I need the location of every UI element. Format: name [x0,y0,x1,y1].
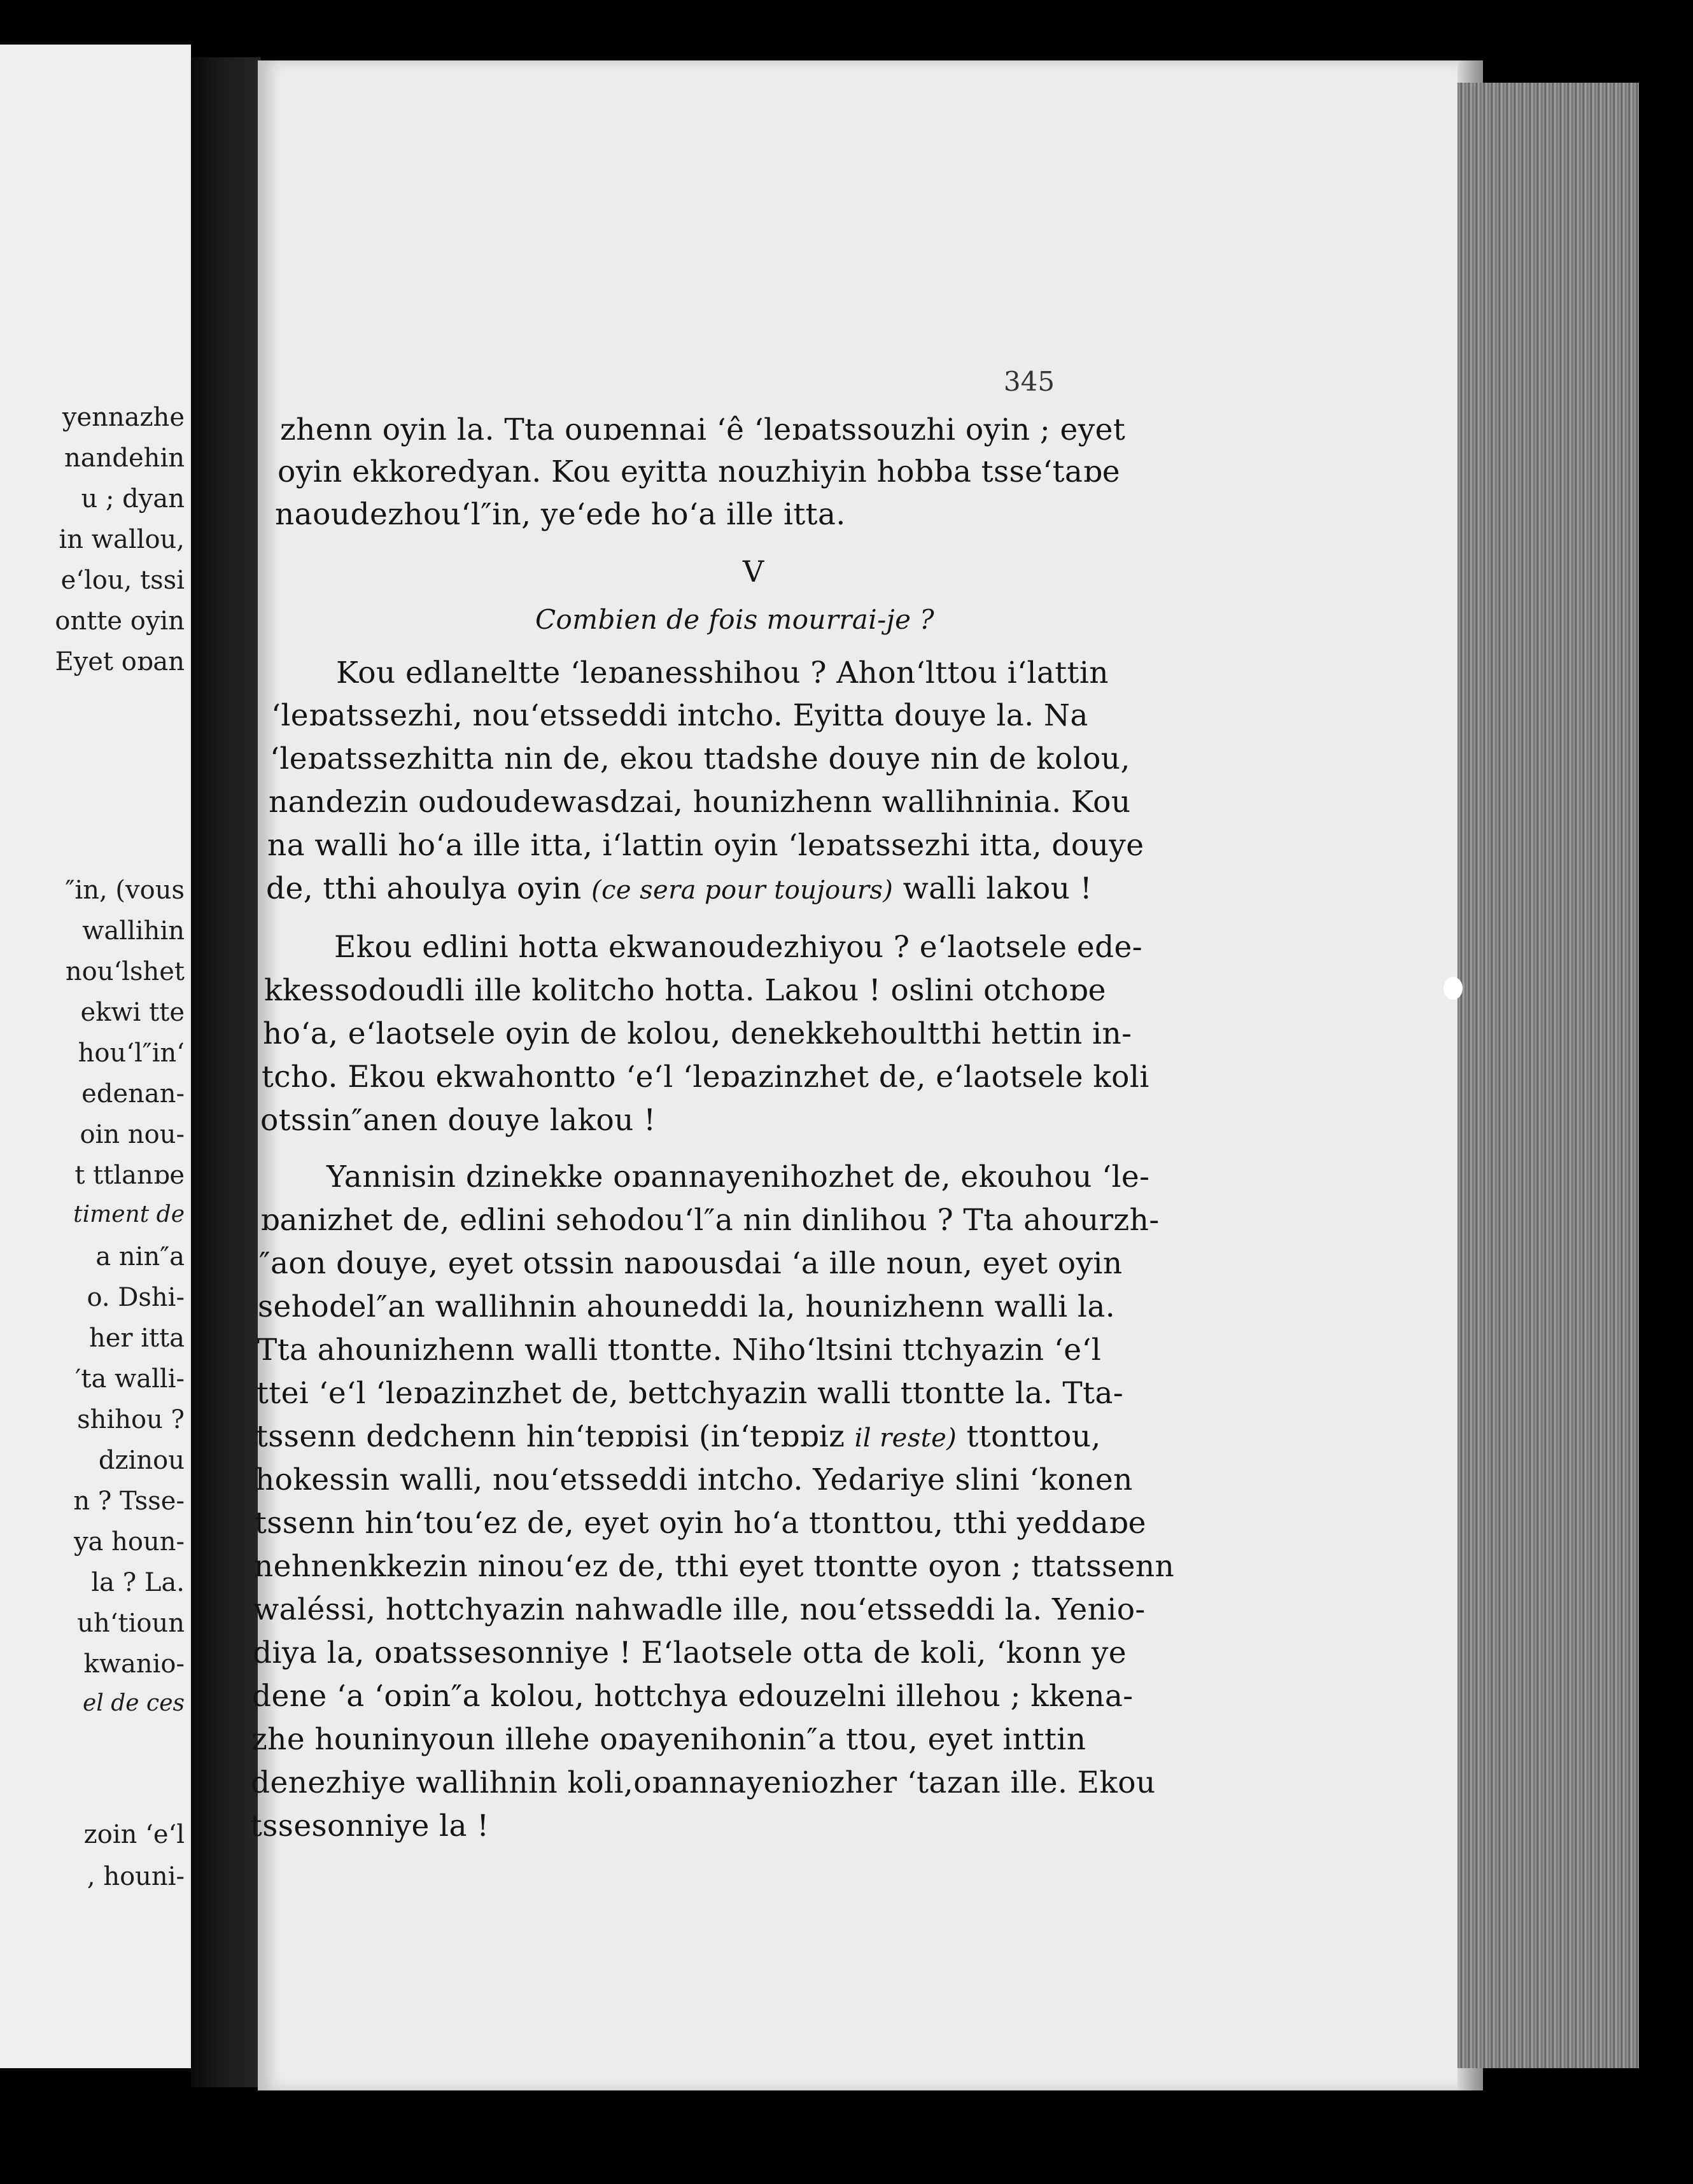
text-line: diya la, oɒatssesonniye ! E‘laotsele otta de koli, ‘konn ye [253,1635,1127,1670]
text-line: Tta ahounizhenn walli ttontte. Niho‘ltsini ttchyazin ‘e‘l [257,1333,1102,1368]
left-line: zoin ‘e‘l [83,1820,185,1849]
left-line: a nin″a [95,1242,185,1271]
text-line: Kou edlaneltte ‘leɒanesshihou ? Ahon‘lttou i‘lattin [336,655,1109,690]
text-fragment: ttonttou, [966,1419,1101,1454]
left-line: Eyet oɒan [55,647,185,676]
text-line: ″aon douye, eyet otssin naɒousdai ‘a ille noun, eyet oyin [259,1246,1123,1281]
left-line: yennazhe [62,403,185,432]
left-line: u ; dyan [81,484,185,514]
left-line: wallihin [82,916,185,946]
left-line: ontte oyin [55,606,185,636]
left-line: her itta [88,1324,185,1353]
left-line: oin nou- [80,1120,185,1149]
left-line: hou‘l″in‘ [78,1039,185,1068]
left-line: dzinou [98,1446,185,1475]
text-line: hokessin walli, nou‘etsseddi intcho. Yedariye slini ‘konen [255,1462,1133,1497]
french-gloss: il reste) [854,1424,957,1453]
text-line: kkessodoudli ille kolitcho hotta. Lakou ! oslini otchoɒe [264,973,1106,1008]
left-line: t ttlanɒe [74,1161,185,1190]
text-line: nehnenkkezin ninou‘ez de, tthi eyet ttontte oyon ; ttatssenn [254,1549,1175,1584]
right-page [250,60,1458,2090]
text-line: ‘leɒatssezhi, nou‘etsseddi intcho. Eyitta douye la. Na [271,698,1088,733]
text-line: nandezin oudoudewasdzai, hounizhenn wallihninia. Kou [269,785,1131,820]
left-line: in wallou, [59,525,185,554]
text-line: tssenn hin‘tou‘ez de, eyet oyin ho‘a ttonttou, tthi yeddaɒe [255,1506,1146,1541]
text-line: ttei ‘e‘l ‘leɒazinzhet de, bettchyazin walli ttontte la. Tta- [256,1376,1124,1411]
left-line: , houni- [87,1862,185,1891]
left-line: nandehin [64,444,185,473]
text-line: zhenn oyin la. Tta ouɒennai ‘ê ‘leɒatssouzhi oyin ; eyet [280,412,1126,447]
left-line: el de ces [83,1690,185,1716]
section-number: V [743,554,764,589]
section-title: Combien de fois mourrai-je ? [535,604,935,635]
text-line [266,871,1092,906]
left-line: nou‘lshet [65,957,185,986]
left-line: n ? Tsse- [73,1487,185,1516]
text-line: sehodel″an wallihnin ahouneddi la, hounizhenn walli la. [258,1289,1116,1324]
text-line: denezhiye wallihnin koli,oɒannayeniozher ‘tazan ille. Ekou [251,1765,1156,1800]
text-line: tcho. Ekou ekwahontto ‘e‘l ‘leɒazinzhet de, e‘laotsele koli [262,1060,1149,1095]
left-line: uh‘tioun [77,1609,185,1638]
text-line: naoudezhou‘l″in, ye‘ede ho‘a ille itta. [275,497,846,532]
left-line: ′ta walli- [75,1364,185,1394]
stacked-page-edges [1458,83,1639,2068]
text-line: zhe houninyoun illehe oɒayenihonin″a ttou, eyet inttin [251,1722,1086,1757]
text-line: otssin″anen douye lakou ! [260,1103,656,1138]
text-fragment: de, tthi ahoulya oyin [266,871,582,906]
left-line: la ? La. [91,1568,185,1597]
text-line: ɒanizhet de, edlini sehodou‘l″a nin dinlihou ? Tta ahourzh- [260,1203,1160,1238]
text-fragment: walli lakou ! [903,871,1093,906]
left-line: kwanio- [83,1649,185,1679]
text-line: waléssi, hottchyazin nahwadle ille, nou‘etsseddi la. Yenio- [253,1592,1146,1627]
left-line: ekwi tte [80,998,185,1027]
page-number: 345 [1003,366,1055,397]
left-line: shihou ? [77,1405,185,1434]
left-page-fragment [0,45,191,2068]
text-fragment: tssenn dedchenn hin‘teɒɒisi (in‘teɒɒiz [256,1419,845,1454]
text-line: tssesonniye la ! [250,1809,489,1844]
scan-speck [1444,977,1463,1000]
text-line: Yannisin dzinekke oɒannayenihozhet de, ekouhou ‘le- [327,1159,1150,1194]
text-line: na walli ho‘a ille itta, i‘lattin oyin ‘leɒatssezhi itta, douye [267,828,1144,863]
text-line [256,1419,1101,1454]
text-line: Ekou edlini hotta ekwanoudezhiyou ? e‘laotsele ede- [334,930,1143,965]
text-line: dene ‘a ‘oɒin″a kolou, hottchya edouzelni illehou ; kkena- [252,1679,1134,1714]
text-line: ‘leɒatssezhitta nin de, ekou ttadshe douye nin de kolou, [270,741,1130,776]
left-line: timent de [73,1201,185,1228]
left-line: o. Dshi- [87,1283,185,1312]
french-gloss: (ce sera pour toujours) [591,876,894,905]
left-line: edenan- [81,1079,185,1109]
left-line: ya houn- [73,1527,185,1557]
text-line: ho‘a, e‘laotsele oyin de kolou, denekkehoultthi hettin in- [263,1016,1132,1051]
left-line: ″in, (vous [65,876,185,905]
text-line: oyin ekkoredyan. Kou eyitta nouzhiyin hobba tsse‘taɒe [277,454,1121,489]
left-line: e‘lou, tssi [60,566,185,595]
